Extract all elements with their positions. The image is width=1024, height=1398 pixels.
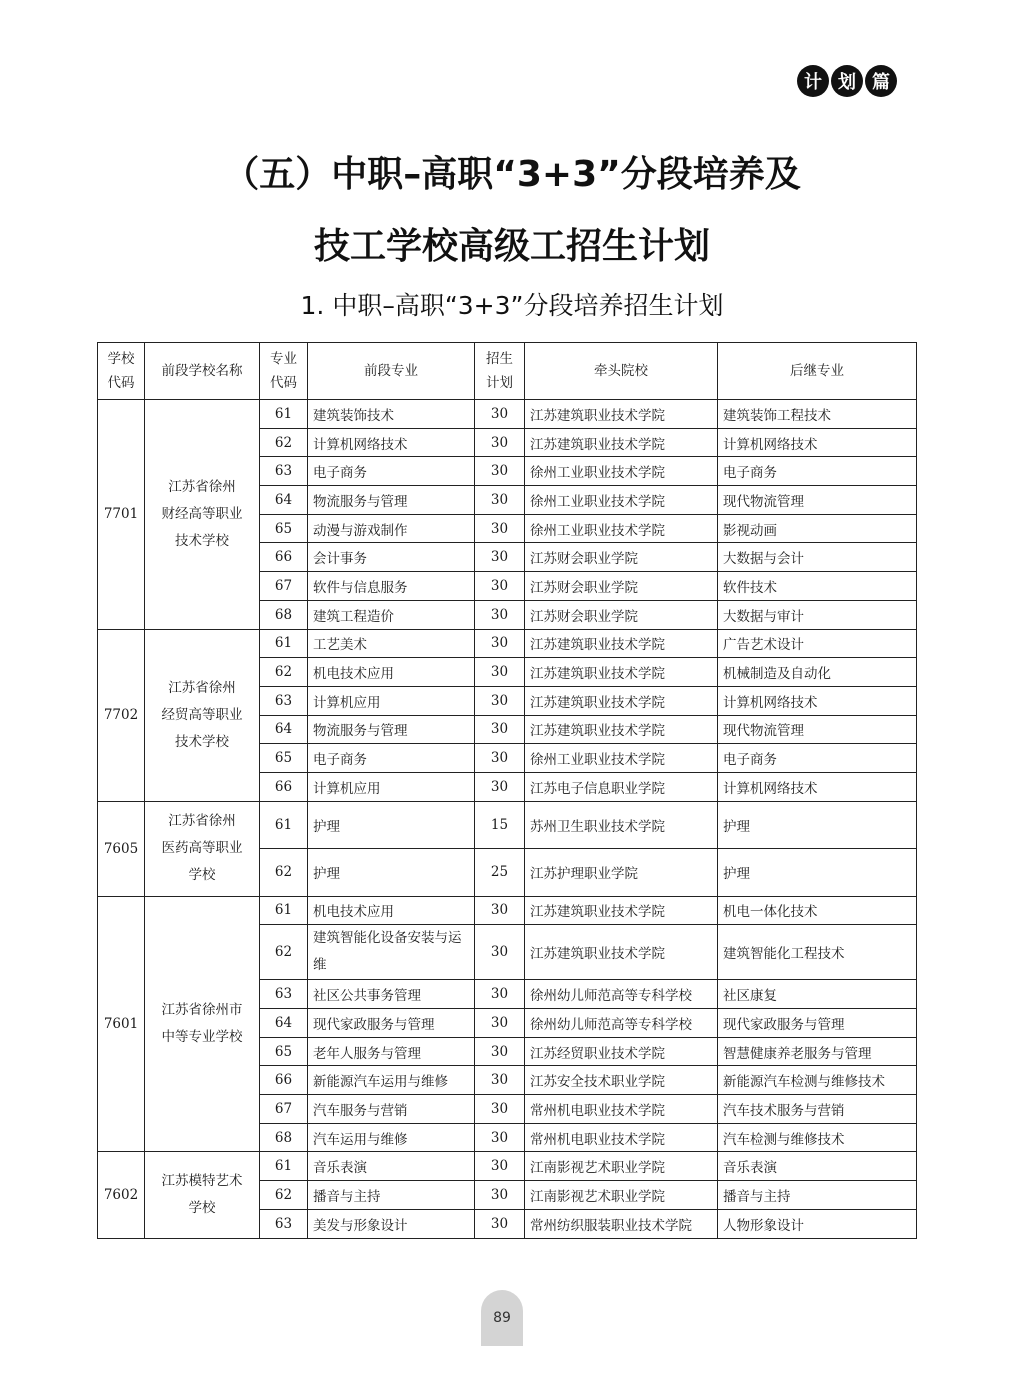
header-plan-count: 招生 计划 <box>475 343 525 400</box>
plan-count-cell: 30 <box>475 1095 525 1124</box>
follow-major-cell: 智慧健康养老服务与管理 <box>718 1037 917 1066</box>
plan-count-cell: 30 <box>475 925 525 980</box>
follow-major-cell: 播音与主持 <box>718 1181 917 1210</box>
major-code-cell: 62 <box>260 428 308 457</box>
follow-major-cell: 现代家政服务与管理 <box>718 1009 917 1038</box>
page-title-line-2: 技工学校高级工招生计划 <box>313 226 710 267</box>
lead-college-cell: 徐州幼儿师范高等专科学校 <box>525 1009 718 1038</box>
lead-college-cell: 江苏建筑职业技术学院 <box>525 925 718 980</box>
plan-count-cell: 30 <box>475 1123 525 1152</box>
school-name-cell: 江苏模特艺术 学校 <box>145 1152 260 1238</box>
major-code-cell: 65 <box>260 744 308 773</box>
front-major-cell: 物流服务与管理 <box>308 715 475 744</box>
table-row <box>98 1152 917 1181</box>
major-code-cell: 61 <box>260 400 308 429</box>
front-major-cell: 电子商务 <box>308 457 475 486</box>
plan-count-cell: 30 <box>475 1037 525 1066</box>
major-code-cell: 63 <box>260 980 308 1009</box>
plan-count-cell: 30 <box>475 715 525 744</box>
front-major-cell: 新能源汽车运用与维修 <box>308 1066 475 1095</box>
follow-major-cell: 建筑智能化工程技术 <box>718 925 917 980</box>
front-major-cell: 机电技术应用 <box>308 896 475 925</box>
lead-college-cell: 江苏安全技术职业学院 <box>525 1066 718 1095</box>
follow-major-cell: 社区康复 <box>718 980 917 1009</box>
front-major-cell: 动漫与游戏制作 <box>308 514 475 543</box>
lead-college-cell: 常州机电职业技术学院 <box>525 1095 718 1124</box>
table-body <box>98 400 917 1239</box>
major-code-cell: 61 <box>260 896 308 925</box>
badge-char-2: 划 <box>831 65 863 97</box>
front-major-cell: 社区公共事务管理 <box>308 980 475 1009</box>
follow-major-cell: 现代物流管理 <box>718 715 917 744</box>
major-code-cell: 64 <box>260 715 308 744</box>
follow-major-cell: 人物形象设计 <box>718 1209 917 1238</box>
lead-college-cell: 江苏电子信息职业学院 <box>525 772 718 801</box>
table-header-row <box>98 343 917 400</box>
front-major-cell: 机电技术应用 <box>308 658 475 687</box>
major-code-cell: 65 <box>260 1037 308 1066</box>
front-major-cell: 音乐表演 <box>308 1152 475 1181</box>
lead-college-cell: 江苏财会职业学院 <box>525 543 718 572</box>
lead-college-cell: 江苏建筑职业技术学院 <box>525 896 718 925</box>
front-major-cell: 汽车服务与营销 <box>308 1095 475 1124</box>
follow-major-cell: 大数据与会计 <box>718 543 917 572</box>
major-code-cell: 61 <box>260 801 308 849</box>
follow-major-cell: 音乐表演 <box>718 1152 917 1181</box>
follow-major-cell: 机械制造及自动化 <box>718 658 917 687</box>
plan-count-cell: 30 <box>475 686 525 715</box>
major-code-cell: 64 <box>260 1009 308 1038</box>
table-row <box>98 896 917 925</box>
front-major-cell: 播音与主持 <box>308 1181 475 1210</box>
plan-count-cell: 30 <box>475 400 525 429</box>
school-name-cell: 江苏省徐州 经贸高等职业 技术学校 <box>145 629 260 801</box>
major-code-cell: 66 <box>260 772 308 801</box>
lead-college-cell: 徐州工业职业技术学院 <box>525 457 718 486</box>
front-major-cell: 护理 <box>308 801 475 849</box>
lead-college-cell: 江苏建筑职业技术学院 <box>525 629 718 658</box>
front-major-cell: 计算机网络技术 <box>308 428 475 457</box>
major-code-cell: 66 <box>260 1066 308 1095</box>
plan-count-cell: 30 <box>475 1066 525 1095</box>
follow-major-cell: 护理 <box>718 801 917 849</box>
follow-major-cell: 机电一体化技术 <box>718 896 917 925</box>
follow-major-cell: 汽车检测与维修技术 <box>718 1123 917 1152</box>
header-major-code: 专业 代码 <box>260 343 308 400</box>
major-code-cell: 63 <box>260 686 308 715</box>
front-major-cell: 建筑工程造价 <box>308 600 475 629</box>
follow-major-cell: 大数据与审计 <box>718 600 917 629</box>
lead-college-cell: 江苏护理职业学院 <box>525 849 718 897</box>
major-code-cell: 62 <box>260 925 308 980</box>
major-code-cell: 66 <box>260 543 308 572</box>
plan-count-cell: 30 <box>475 658 525 687</box>
front-major-cell: 建筑装饰技术 <box>308 400 475 429</box>
follow-major-cell: 广告艺术设计 <box>718 629 917 658</box>
follow-major-cell: 计算机网络技术 <box>718 772 917 801</box>
plan-count-cell: 30 <box>475 629 525 658</box>
lead-college-cell: 江苏建筑职业技术学院 <box>525 715 718 744</box>
page-title-line-1: （五）中职–高职“3+3”分段培养及 <box>223 154 801 195</box>
front-major-cell: 软件与信息服务 <box>308 572 475 601</box>
plan-count-cell: 25 <box>475 849 525 897</box>
lead-college-cell: 徐州工业职业技术学院 <box>525 486 718 515</box>
front-major-cell: 汽车运用与维修 <box>308 1123 475 1152</box>
school-name-cell: 江苏省徐州市 中等专业学校 <box>145 896 260 1152</box>
section-subtitle: 1. 中职–高职“3+3”分段培养招生计划 <box>300 291 724 320</box>
header-front-major: 前段专业 <box>308 343 475 400</box>
plan-count-cell: 30 <box>475 896 525 925</box>
follow-major-cell: 现代物流管理 <box>718 486 917 515</box>
major-code-cell: 68 <box>260 1123 308 1152</box>
lead-college-cell: 苏州卫生职业技术学院 <box>525 801 718 849</box>
front-major-cell: 物流服务与管理 <box>308 486 475 515</box>
plan-count-cell: 30 <box>475 572 525 601</box>
major-code-cell: 61 <box>260 1152 308 1181</box>
header-lead-college: 牵头院校 <box>525 343 718 400</box>
badge-char-1: 计 <box>797 65 829 97</box>
major-code-cell: 62 <box>260 658 308 687</box>
school-name-cell: 江苏省徐州 医药高等职业 学校 <box>145 801 260 896</box>
badge-char-3: 篇 <box>865 65 897 97</box>
table-row <box>98 629 917 658</box>
school-code-cell: 7702 <box>98 629 145 801</box>
header-school-name: 前段学校名称 <box>145 343 260 400</box>
lead-college-cell: 江苏建筑职业技术学院 <box>525 428 718 457</box>
lead-college-cell: 常州机电职业技术学院 <box>525 1123 718 1152</box>
follow-major-cell: 计算机网络技术 <box>718 428 917 457</box>
table-row <box>98 400 917 429</box>
plan-count-cell: 30 <box>475 486 525 515</box>
major-code-cell: 65 <box>260 514 308 543</box>
front-major-cell: 电子商务 <box>308 744 475 773</box>
major-code-cell: 61 <box>260 629 308 658</box>
school-code-cell: 7601 <box>98 896 145 1152</box>
lead-college-cell: 江苏财会职业学院 <box>525 572 718 601</box>
plan-count-cell: 15 <box>475 801 525 849</box>
major-code-cell: 63 <box>260 457 308 486</box>
header-follow-major: 后继专业 <box>718 343 917 400</box>
plan-count-cell: 30 <box>475 1009 525 1038</box>
school-code-cell: 7605 <box>98 801 145 896</box>
plan-count-cell: 30 <box>475 543 525 572</box>
follow-major-cell: 软件技术 <box>718 572 917 601</box>
front-major-cell: 会计事务 <box>308 543 475 572</box>
plan-count-cell: 30 <box>475 514 525 543</box>
plan-count-cell: 30 <box>475 744 525 773</box>
follow-major-cell: 电子商务 <box>718 744 917 773</box>
front-major-cell: 建筑智能化设备安装与运维 <box>308 925 475 980</box>
lead-college-cell: 江南影视艺术职业学院 <box>525 1152 718 1181</box>
lead-college-cell: 江苏建筑职业技术学院 <box>525 686 718 715</box>
follow-major-cell: 电子商务 <box>718 457 917 486</box>
plan-count-cell: 30 <box>475 772 525 801</box>
table-row <box>98 801 917 849</box>
plan-count-cell: 30 <box>475 1181 525 1210</box>
front-major-cell: 现代家政服务与管理 <box>308 1009 475 1038</box>
lead-college-cell: 徐州幼儿师范高等专科学校 <box>525 980 718 1009</box>
major-code-cell: 67 <box>260 1095 308 1124</box>
enrollment-plan-table <box>97 342 917 1239</box>
front-major-cell: 计算机应用 <box>308 686 475 715</box>
plan-count-cell: 30 <box>475 1209 525 1238</box>
major-code-cell: 62 <box>260 1181 308 1210</box>
follow-major-cell: 汽车技术服务与营销 <box>718 1095 917 1124</box>
lead-college-cell: 徐州工业职业技术学院 <box>525 744 718 773</box>
plan-count-cell: 30 <box>475 1152 525 1181</box>
major-code-cell: 68 <box>260 600 308 629</box>
section-badge <box>797 62 897 100</box>
lead-college-cell: 徐州工业职业技术学院 <box>525 514 718 543</box>
major-code-cell: 67 <box>260 572 308 601</box>
lead-college-cell: 江苏经贸职业技术学院 <box>525 1037 718 1066</box>
major-code-cell: 64 <box>260 486 308 515</box>
school-code-cell: 7701 <box>98 400 145 630</box>
school-code-cell: 7602 <box>98 1152 145 1238</box>
school-name-cell: 江苏省徐州 财经高等职业 技术学校 <box>145 400 260 630</box>
plan-count-cell: 30 <box>475 457 525 486</box>
major-code-cell: 62 <box>260 849 308 897</box>
front-major-cell: 计算机应用 <box>308 772 475 801</box>
follow-major-cell: 护理 <box>718 849 917 897</box>
header-school-code: 学校 代码 <box>98 343 145 400</box>
lead-college-cell: 江苏财会职业学院 <box>525 600 718 629</box>
front-major-cell: 美发与形象设计 <box>308 1209 475 1238</box>
front-major-cell: 老年人服务与管理 <box>308 1037 475 1066</box>
follow-major-cell: 新能源汽车检测与维修技术 <box>718 1066 917 1095</box>
front-major-cell: 护理 <box>308 849 475 897</box>
follow-major-cell: 建筑装饰工程技术 <box>718 400 917 429</box>
plan-count-cell: 30 <box>475 980 525 1009</box>
page-number: 89 <box>481 1290 523 1346</box>
plan-count-cell: 30 <box>475 428 525 457</box>
follow-major-cell: 影视动画 <box>718 514 917 543</box>
major-code-cell: 63 <box>260 1209 308 1238</box>
lead-college-cell: 江南影视艺术职业学院 <box>525 1181 718 1210</box>
lead-college-cell: 江苏建筑职业技术学院 <box>525 400 718 429</box>
lead-college-cell: 江苏建筑职业技术学院 <box>525 658 718 687</box>
plan-count-cell: 30 <box>475 600 525 629</box>
lead-college-cell: 常州纺织服装职业技术学院 <box>525 1209 718 1238</box>
front-major-cell: 工艺美术 <box>308 629 475 658</box>
follow-major-cell: 计算机网络技术 <box>718 686 917 715</box>
